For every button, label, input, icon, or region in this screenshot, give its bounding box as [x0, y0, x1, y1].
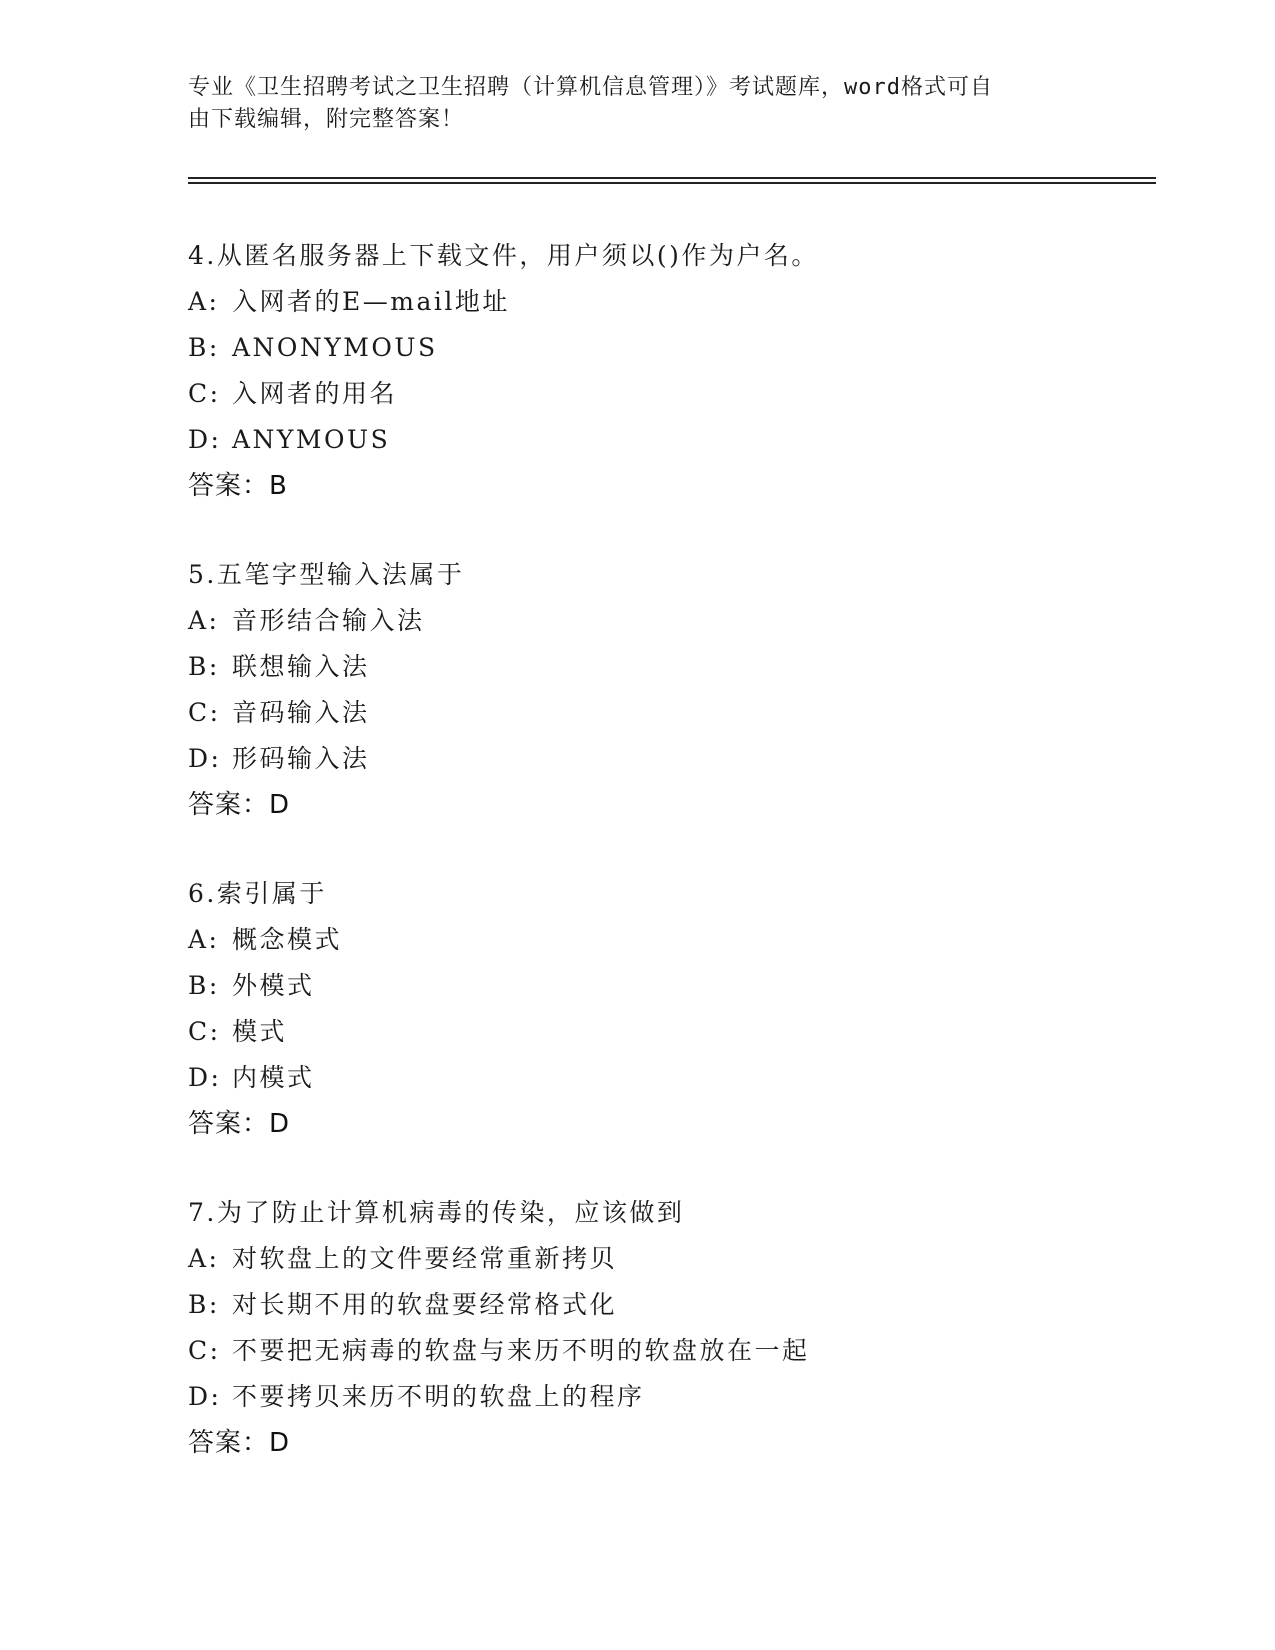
option-key: A: — [188, 925, 220, 954]
option-key: D: — [188, 1063, 222, 1092]
answer-line: 答案：D — [188, 1109, 291, 1139]
option-a — [188, 917, 1148, 963]
option-text: 入网者的E—mail地址 — [232, 287, 510, 316]
header-divider-top — [188, 177, 1156, 179]
option-key: C: — [188, 379, 221, 408]
option-text: 形码输入法 — [232, 744, 370, 773]
option-text: 对长期不用的软盘要经常格式化 — [232, 1290, 618, 1319]
option-d — [188, 417, 1148, 463]
option-key: B: — [188, 652, 220, 681]
question-item — [188, 552, 1148, 828]
header-note — [188, 72, 1088, 136]
question-item — [188, 233, 1148, 509]
option-a — [188, 1236, 1148, 1282]
option-text: 入网者的用名 — [232, 379, 398, 408]
option-d — [188, 1374, 1148, 1420]
option-key: C: — [188, 698, 221, 727]
option-key: D: — [188, 1382, 222, 1411]
option-a — [188, 279, 1148, 325]
option-c — [188, 1328, 1148, 1374]
option-text: 音形结合输入法 — [232, 606, 425, 635]
option-key: A: — [188, 606, 220, 635]
option-b — [188, 963, 1148, 1009]
question-list — [188, 233, 1148, 1466]
question-item — [188, 1190, 1148, 1466]
option-key: C: — [188, 1336, 221, 1365]
option-b — [188, 1282, 1148, 1328]
header-line-1: 专业《卫生招聘考试之卫生招聘（计算机信息管理）》考试题库，word格式可自 — [188, 75, 993, 100]
question-stem: 5.五笔字型输入法属于 — [188, 560, 465, 589]
question-spacer — [188, 509, 1148, 552]
option-key: B: — [188, 333, 220, 362]
option-text: 模式 — [232, 1017, 288, 1046]
option-text: 外模式 — [232, 971, 315, 1000]
option-c — [188, 690, 1148, 736]
option-b — [188, 325, 1148, 371]
option-c — [188, 1009, 1148, 1055]
answer-line: 答案：B — [188, 471, 288, 501]
option-key: A: — [188, 1244, 220, 1273]
header-line-2: 由下载编辑，附完整答案！ — [188, 107, 465, 132]
option-text: 联想输入法 — [232, 652, 370, 681]
question-spacer — [188, 828, 1148, 871]
option-text: ANONYMOUS — [232, 333, 438, 362]
question-spacer — [188, 1147, 1148, 1190]
question-stem: 7.为了防止计算机病毒的传染，应该做到 — [188, 1198, 685, 1227]
option-c — [188, 371, 1148, 417]
option-d — [188, 1055, 1148, 1101]
question-stem: 6.索引属于 — [188, 879, 327, 908]
question-stem: 4.从匿名服务器上下载文件，用户须以()作为户名。 — [188, 241, 819, 270]
header-divider-bottom — [188, 182, 1156, 184]
option-text: ANYMOUS — [232, 425, 391, 454]
answer-line: 答案：D — [188, 1428, 291, 1458]
option-key: C: — [188, 1017, 221, 1046]
option-key: A: — [188, 287, 220, 316]
option-key: B: — [188, 971, 220, 1000]
option-a — [188, 598, 1148, 644]
option-text: 概念模式 — [232, 925, 343, 954]
option-text: 对软盘上的文件要经常重新拷贝 — [232, 1244, 618, 1273]
option-text: 不要拷贝来历不明的软盘上的程序 — [232, 1382, 645, 1411]
option-text: 音码输入法 — [232, 698, 370, 727]
option-key: D: — [188, 425, 222, 454]
option-key: B: — [188, 1290, 220, 1319]
option-b — [188, 644, 1148, 690]
option-text: 不要把无病毒的软盘与来历不明的软盘放在一起 — [232, 1336, 810, 1365]
question-item — [188, 871, 1148, 1147]
option-d — [188, 736, 1148, 782]
option-text: 内模式 — [232, 1063, 315, 1092]
option-key: D: — [188, 744, 222, 773]
answer-line: 答案：D — [188, 790, 291, 820]
